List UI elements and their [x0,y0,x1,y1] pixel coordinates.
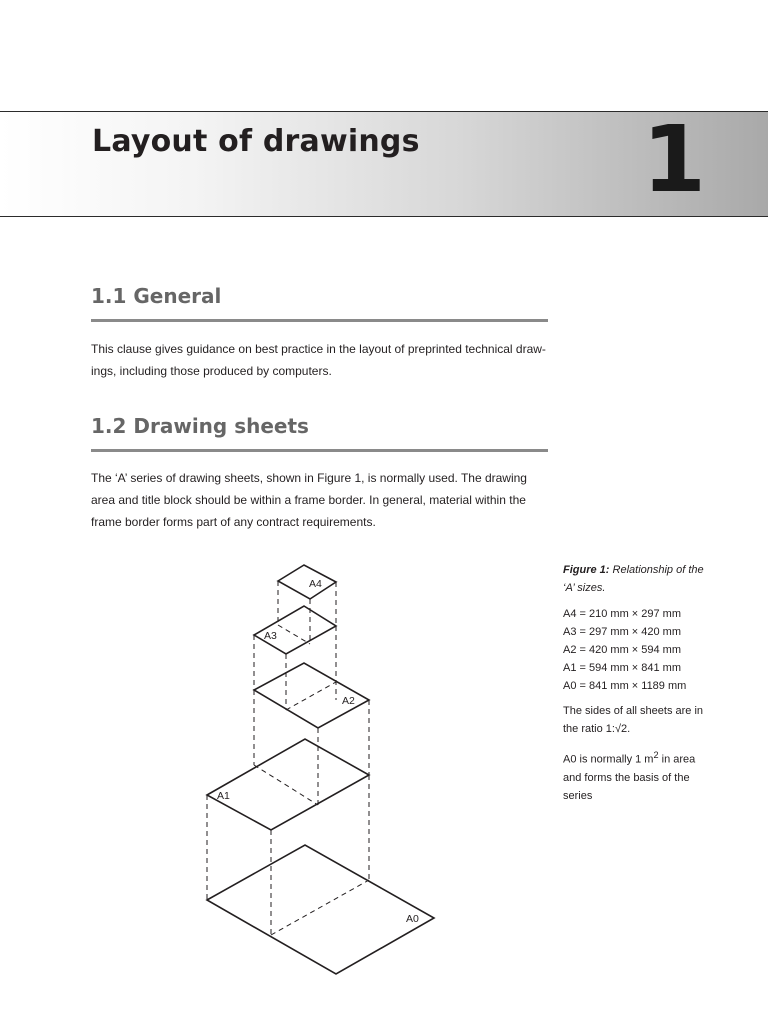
section-text-general: This clause gives guidance on best practice in the layout of preprinted technical draw-ings, including those produced by computers. [91,342,546,378]
area-note-continuation: in area and forms the basis of the series [563,753,696,802]
size-row-a1: A1 = 594 mm × 841 mm [563,662,681,674]
section-heading-general: 1.1 General [91,284,548,322]
sheet-a1-outline [207,739,369,830]
area-note-superscript: 2 [653,750,659,760]
sheet-label-a0: A0 [406,913,419,925]
sheet-outlines [207,565,434,974]
size-row-a0: A0 = 841 mm × 1189 mm [563,680,687,692]
sheet-label-a1: A1 [217,790,230,802]
a-sizes-diagram [0,540,560,990]
figure-title [563,561,713,597]
size-row-a2: A2 = 420 mm × 594 mm [563,644,681,656]
sheet-a0-outline [207,845,434,974]
projection-lines [207,581,369,935]
sheet-a4-outline [278,565,336,599]
ratio-note: The sides of all sheets are in the ratio 1:√2. [563,705,704,735]
size-list [563,605,713,695]
sheet-label-a3: A3 [264,630,277,642]
size-row-a4: A4 = 210 mm × 297 mm [563,608,681,620]
area-note [563,746,713,805]
figure-caption [563,561,713,813]
chapter-number: 1 [641,106,706,213]
section-heading-drawing-sheets: 1.2 Drawing sheets [91,414,548,452]
figure-label: Figure 1: [563,564,610,576]
sheet-label-a2: A2 [342,695,355,707]
chapter-title: Layout of drawings [92,124,420,159]
figure-description: Relationship of the ‘A’ sizes. [563,564,704,594]
chapter-banner [0,106,768,217]
sheet-label-a4: A4 [309,578,322,590]
section-text-drawing-sheets: The ‘A’ series of drawing sheets, shown in Figure 1, is normally used. The drawing area and title block should be within a frame border. In general, material within the frame border forms part of any contract requirements. [91,471,527,529]
size-row-a3: A3 = 297 mm × 420 mm [563,626,681,638]
area-note-text: A0 is normally 1 m [563,753,654,766]
